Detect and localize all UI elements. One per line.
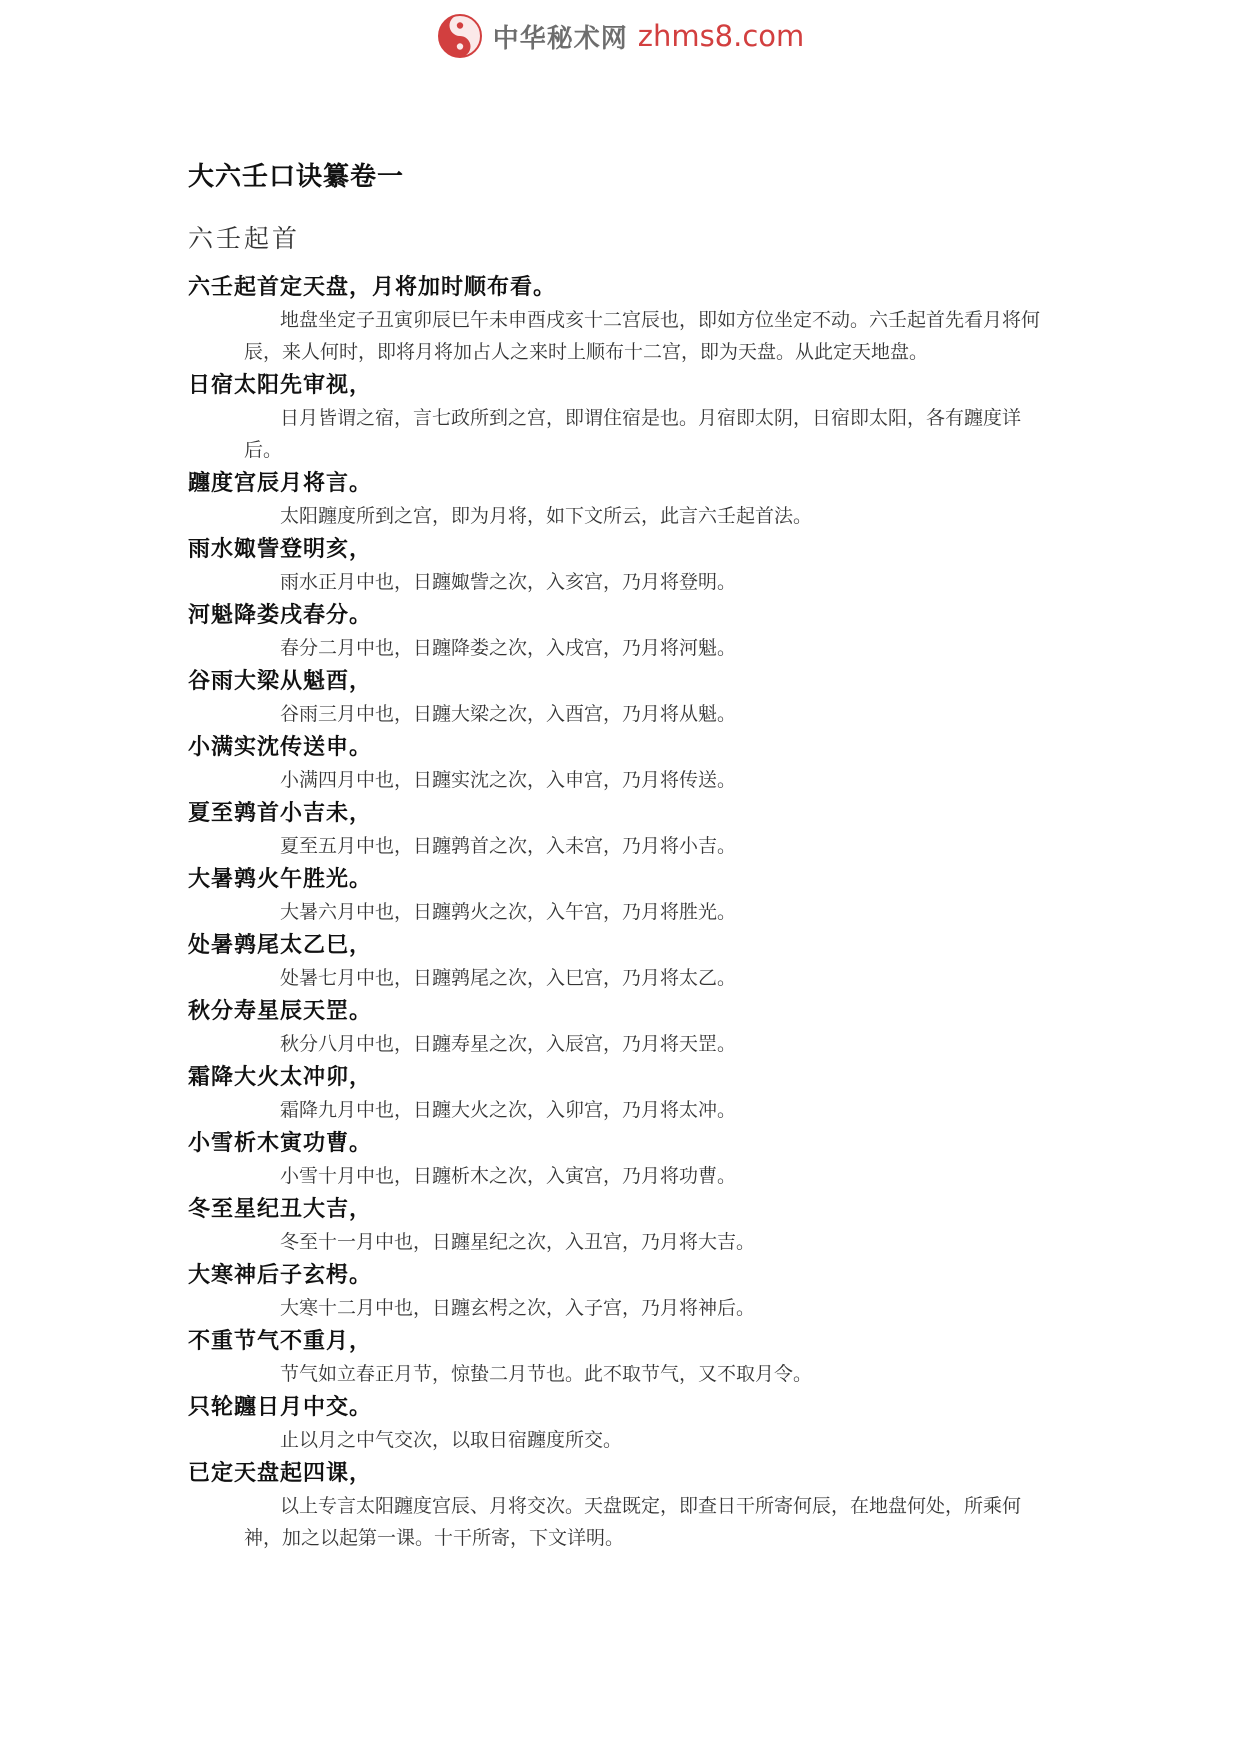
commentary: 日月皆谓之宿，言七政所到之宫，即谓住宿是也。月宿即太阴，日宿即太阳，各有躔度详后。	[244, 407, 1022, 461]
commentary: 地盘坐定子丑寅卯辰巳午未申酉戌亥十二宫辰也，即如方位坐定不动。六壬起首先看月将何辰，来人何时，即将月将加占人之来时上顺布十二宫，即为天盘。从此定天地盘。	[244, 309, 1041, 363]
commentary: 小雪十月中也，日躔析木之次，入寅宫，乃月将功曹。	[280, 1165, 737, 1187]
yin-yang-logo-icon	[437, 13, 483, 59]
commentary: 处暑七月中也，日躔鹑尾之次，入巳宫，乃月将太乙。	[280, 967, 737, 989]
verse-line: 小满实沈传送申。	[188, 735, 373, 760]
commentary: 节气如立春正月节，惊蛰二月节也。此不取节气，又不取月令。	[280, 1363, 813, 1385]
commentary: 以上专言太阳躔度宫辰、月将交次。天盘既定，即查日干所寄何辰，在地盘何处，所乘何神，加之以起第一课。十干所寄，下文详明。	[244, 1495, 1022, 1549]
verse-line: 谷雨大梁从魁酉，	[188, 669, 373, 694]
commentary: 夏至五月中也，日躔鹑首之次，入未宫，乃月将小吉。	[280, 835, 737, 857]
verse-line: 大寒神后子玄枵。	[188, 1263, 373, 1288]
commentary: 雨水正月中也，日躔娵訾之次，入亥宫，乃月将登明。	[280, 571, 737, 593]
commentary: 小满四月中也，日躔实沈之次，入申宫，乃月将传送。	[280, 769, 737, 791]
verse-line: 小雪析木寅功曹。	[188, 1131, 373, 1156]
verse-line: 秋分寿星辰天罡。	[188, 999, 373, 1024]
verse-line: 霜降大火太冲卯，	[188, 1065, 373, 1090]
document-body	[188, 160, 1058, 1556]
entry-list	[188, 272, 1058, 1554]
verse-line: 六壬起首定天盘，月将加时顺布看。	[188, 275, 557, 300]
commentary: 秋分八月中也，日躔寿星之次，入辰宫，乃月将天罡。	[280, 1033, 737, 1055]
verse-line: 已定天盘起四课，	[188, 1461, 373, 1486]
verse-line: 处暑鹑尾太乙巳，	[188, 933, 373, 958]
section-title: 六壬起首	[188, 224, 301, 253]
verse-line: 只轮躔日月中交。	[188, 1395, 373, 1420]
site-name: 中华秘术网	[492, 23, 628, 54]
verse-line: 日宿太阳先审视，	[188, 373, 373, 398]
site-header	[0, 10, 1241, 62]
commentary: 春分二月中也，日躔降娄之次，入戌宫，乃月将河魁。	[280, 637, 737, 659]
verse-line: 雨水娵訾登明亥，	[188, 537, 373, 562]
commentary: 冬至十一月中也，日躔星纪之次，入丑宫，乃月将大吉。	[280, 1231, 756, 1253]
document-title: 大六壬口诀纂卷一	[188, 162, 405, 192]
commentary: 太阳躔度所到之宫，即为月将，如下文所云，此言六壬起首法。	[280, 505, 813, 527]
verse-line: 夏至鹑首小吉未，	[188, 801, 373, 826]
verse-line: 大暑鹑火午胜光。	[188, 867, 373, 892]
verse-line: 河魁降娄戌春分。	[188, 603, 373, 628]
verse-line: 不重节气不重月，	[188, 1329, 373, 1354]
commentary: 大寒十二月中也，日躔玄枵之次，入子宫，乃月将神后。	[280, 1297, 756, 1319]
commentary: 谷雨三月中也，日躔大梁之次，入酉宫，乃月将从魁。	[280, 703, 737, 725]
commentary: 大暑六月中也，日躔鹑火之次，入午宫，乃月将胜光。	[280, 901, 737, 923]
site-url[interactable]: zhms8.com	[637, 19, 805, 53]
commentary: 霜降九月中也，日躔大火之次，入卯宫，乃月将太冲。	[280, 1099, 737, 1121]
verse-line: 躔度宫辰月将言。	[188, 471, 373, 496]
commentary: 止以月之中气交次，以取日宿躔度所交。	[280, 1429, 623, 1451]
verse-line: 冬至星纪丑大吉，	[188, 1197, 373, 1222]
